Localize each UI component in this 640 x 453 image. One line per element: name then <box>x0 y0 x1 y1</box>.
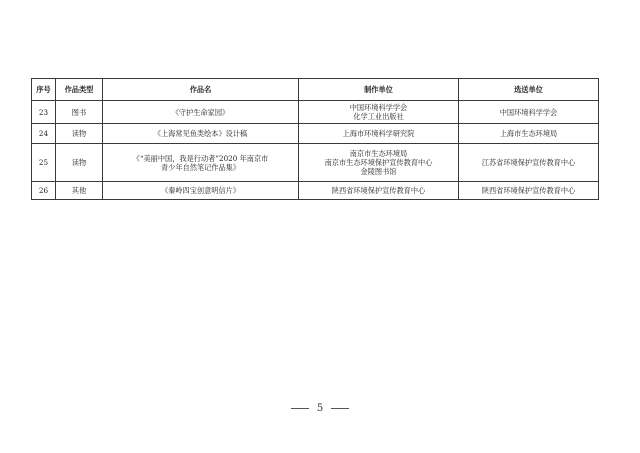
page-number: 5 <box>316 403 324 414</box>
title-line: 《守护生命家园》 <box>171 107 230 117</box>
cell-producer <box>299 101 459 124</box>
cell-no: 26 <box>32 182 56 200</box>
title-line: 《“美丽中国，我是行动者”2020 年南京市 <box>132 153 269 163</box>
cell-type: 其他 <box>56 182 103 200</box>
works-table <box>31 78 599 200</box>
cell-title <box>103 182 299 200</box>
table-row <box>32 124 599 144</box>
producer-line: 陕西省环境保护宣传教育中心 <box>331 186 426 195</box>
cell-producer <box>299 144 459 182</box>
cell-type: 读物 <box>56 124 103 144</box>
cell-type: 读物 <box>56 144 103 182</box>
cell-no: 25 <box>32 144 56 182</box>
footer-dash-left <box>291 408 309 409</box>
producer-line: 上海市环境科学研究院 <box>342 129 415 138</box>
cell-submitter: 江苏省环境保护宣传教育中心 <box>459 144 599 182</box>
page-footer <box>0 403 640 414</box>
header-submitter: 选送单位 <box>459 79 599 101</box>
cell-title <box>103 124 299 144</box>
producer-line: 中国环境科学学会 <box>349 103 408 112</box>
title-line: 《秦岭四宝创意明信片》 <box>160 186 241 195</box>
cell-no: 24 <box>32 124 56 144</box>
cell-title <box>103 144 299 182</box>
title-line: 青少年自然笔记作品集》 <box>160 162 241 172</box>
header-title: 作品名 <box>103 79 299 101</box>
cell-submitter: 陕西省环境保护宣传教育中心 <box>459 182 599 200</box>
cell-producer <box>299 124 459 144</box>
cell-no: 23 <box>32 101 56 124</box>
cell-type: 图书 <box>56 101 103 124</box>
producer-line: 南京市生态环境局 <box>349 149 408 158</box>
title-line: 《上海常见鱼类绘本》设计稿 <box>153 129 248 138</box>
cell-submitter: 中国环境科学学会 <box>459 101 599 124</box>
producer-line: 南京市生态环境保护宣传教育中心 <box>324 158 433 167</box>
table-row <box>32 144 599 182</box>
table-header-row <box>32 79 599 101</box>
table-row <box>32 182 599 200</box>
footer-dash-right <box>331 408 349 409</box>
producer-line: 化学工业出版社 <box>353 112 404 121</box>
table-row <box>32 101 599 124</box>
producer-line: 金陵图书馆 <box>360 167 397 176</box>
header-type: 作品类型 <box>56 79 103 101</box>
cell-submitter: 上海市生态环境局 <box>459 124 599 144</box>
cell-title <box>103 101 299 124</box>
header-no: 序号 <box>32 79 56 101</box>
cell-producer <box>299 182 459 200</box>
header-producer: 制作单位 <box>299 79 459 101</box>
